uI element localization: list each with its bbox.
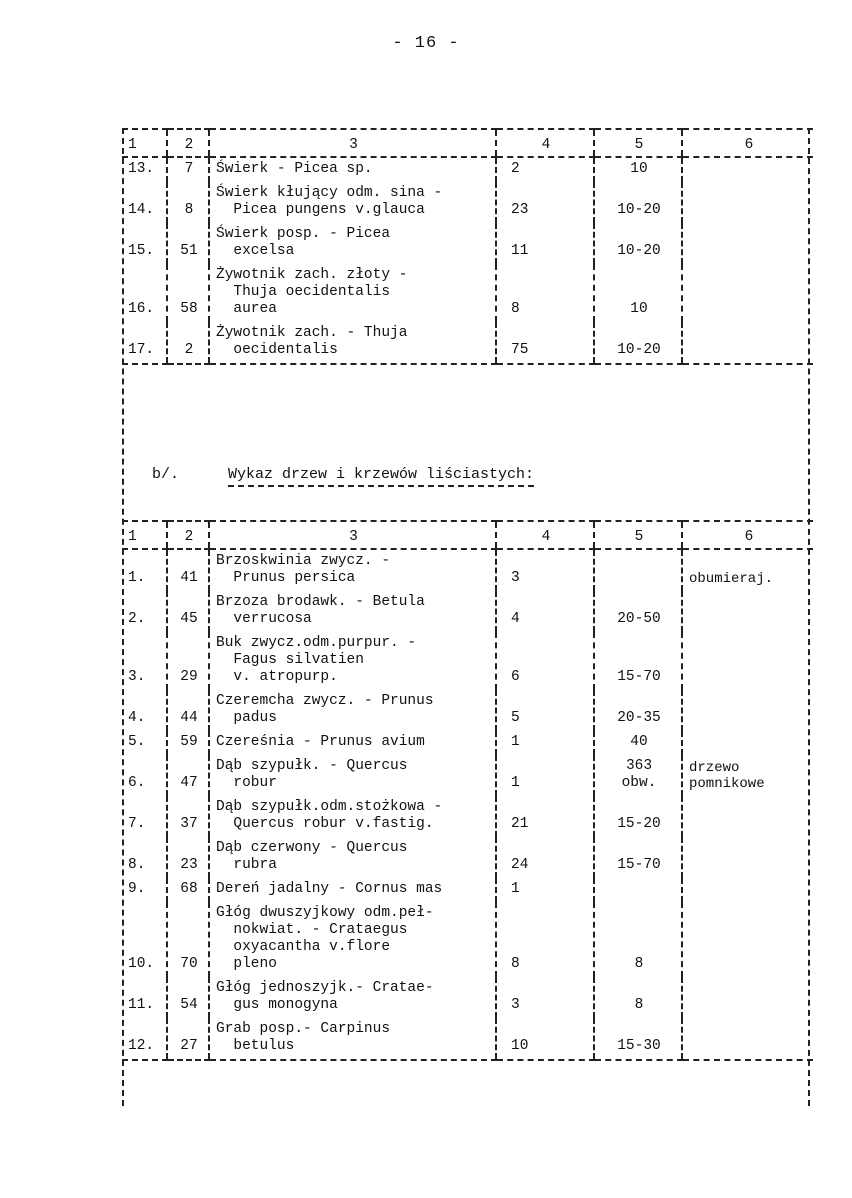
remarks — [682, 878, 813, 902]
tree-count: 8 — [496, 264, 594, 322]
column-header-1: 1 — [122, 129, 167, 157]
row-number: 15. — [128, 243, 155, 259]
column-header-2: 2 — [167, 129, 209, 157]
tree-count: 5 — [496, 690, 594, 731]
species-name: Dąb czerwony - Quercus rubra — [209, 837, 496, 878]
table-row — [122, 796, 813, 837]
section-b-heading — [152, 466, 534, 483]
height-value: 40 — [594, 731, 682, 755]
table-row — [122, 731, 813, 755]
row-number: 5. — [128, 734, 146, 750]
remarks — [682, 1018, 813, 1060]
tree-count: 1 — [496, 878, 594, 902]
table-row — [122, 632, 813, 690]
section-title: Wykaz drzew i krzewów liściastych: — [228, 466, 534, 487]
table-row — [122, 837, 813, 878]
column-header-5: 5 — [594, 129, 682, 157]
row-number: 6. — [128, 775, 146, 791]
plan-number: 54 — [167, 977, 209, 1018]
height-value: 20-35 — [594, 690, 682, 731]
tree-count: 24 — [496, 837, 594, 878]
column-header-1: 1 — [122, 521, 167, 549]
height-value: 10-20 — [594, 322, 682, 364]
deciduous-table-body — [122, 549, 813, 1060]
conifer-table-body — [122, 157, 813, 364]
column-header-2: 2 — [167, 521, 209, 549]
height-value: 15-30 — [594, 1018, 682, 1060]
conifer-table — [122, 128, 813, 365]
table-row — [122, 591, 813, 632]
remarks — [682, 264, 813, 322]
plan-number: 59 — [167, 731, 209, 755]
species-name: Świerk - Picea sp. — [209, 157, 496, 182]
remarks — [682, 837, 813, 878]
tree-count: 21 — [496, 796, 594, 837]
height-value: 8 — [594, 902, 682, 977]
column-header-6: 6 — [682, 129, 813, 157]
remarks — [682, 977, 813, 1018]
column-header-6: 6 — [682, 521, 813, 549]
height-value: 363 obw. — [594, 755, 682, 796]
remarks — [682, 182, 813, 223]
remarks — [682, 632, 813, 690]
plan-number: 51 — [167, 223, 209, 264]
tree-count: 3 — [496, 549, 594, 591]
plan-number: 37 — [167, 796, 209, 837]
table-row — [122, 322, 813, 364]
height-value: 8 — [594, 977, 682, 1018]
table-row — [122, 223, 813, 264]
tree-count: 11 — [496, 223, 594, 264]
species-name: Grab posp.- Carpinus betulus — [209, 1018, 496, 1060]
table-row — [122, 902, 813, 977]
tree-count: 1 — [496, 755, 594, 796]
species-name: Dąb szypułk.odm.stożkowa - Quercus robur v.fastig. — [209, 796, 496, 837]
plan-number: 58 — [167, 264, 209, 322]
row-number: 4. — [128, 710, 146, 726]
header-row — [122, 521, 813, 549]
height-value: 10 — [594, 157, 682, 182]
tree-count: 8 — [496, 902, 594, 977]
header-row — [122, 129, 813, 157]
column-header-3: 3 — [209, 521, 496, 549]
tree-count: 2 — [496, 157, 594, 182]
species-name: Dąb szypułk. - Quercus robur — [209, 755, 496, 796]
height-value — [594, 878, 682, 902]
table-row — [122, 264, 813, 322]
plan-number: 47 — [167, 755, 209, 796]
row-number: 16. — [128, 301, 155, 317]
plan-number: 2 — [167, 322, 209, 364]
table-row — [122, 1018, 813, 1060]
row-number: 14. — [128, 202, 155, 218]
table-row — [122, 690, 813, 731]
table-row — [122, 157, 813, 182]
row-number: 7. — [128, 816, 146, 832]
height-value: 20-50 — [594, 591, 682, 632]
plan-number: 41 — [167, 549, 209, 591]
plan-number: 7 — [167, 157, 209, 182]
plan-number: 29 — [167, 632, 209, 690]
plan-number: 27 — [167, 1018, 209, 1060]
remarks — [682, 157, 813, 182]
remarks — [682, 223, 813, 264]
table-row — [122, 977, 813, 1018]
column-header-4: 4 — [496, 521, 594, 549]
tree-count: 6 — [496, 632, 594, 690]
height-value: 10-20 — [594, 182, 682, 223]
tree-count: 3 — [496, 977, 594, 1018]
tree-count: 23 — [496, 182, 594, 223]
row-number: 1. — [128, 570, 146, 586]
height-value: 15-70 — [594, 837, 682, 878]
row-number: 8. — [128, 857, 146, 873]
tree-count: 4 — [496, 591, 594, 632]
table-row — [122, 182, 813, 223]
remarks — [682, 731, 813, 755]
row-number: 2. — [128, 611, 146, 627]
remarks — [682, 796, 813, 837]
remarks — [682, 591, 813, 632]
height-value: 10 — [594, 264, 682, 322]
tree-count: 1 — [496, 731, 594, 755]
column-header-4: 4 — [496, 129, 594, 157]
height-value — [594, 549, 682, 591]
species-name: Brzoza brodawk. - Betula verrucosa — [209, 591, 496, 632]
remarks — [682, 322, 813, 364]
row-number: 9. — [128, 881, 146, 897]
remarks: obumieraj. — [682, 549, 813, 591]
deciduous-table — [122, 520, 813, 1061]
tree-count: 10 — [496, 1018, 594, 1060]
species-name: Świerk kłujący odm. sina - Picea pungens v.glauca — [209, 182, 496, 223]
height-value: 15-20 — [594, 796, 682, 837]
species-name: Świerk posp. - Picea excelsa — [209, 223, 496, 264]
species-name: Głóg jednoszyjk.- Cratae- gus monogyna — [209, 977, 496, 1018]
row-number: 3. — [128, 669, 146, 685]
species-name: Żywotnik zach. złoty - Thuja oecidentalis aurea — [209, 264, 496, 322]
species-name: Brzoskwinia zwycz. - Prunus persica — [209, 549, 496, 591]
column-header-3: 3 — [209, 129, 496, 157]
section-label: b/. — [152, 466, 180, 483]
height-value: 15-70 — [594, 632, 682, 690]
row-number: 13. — [128, 161, 155, 177]
plan-number: 23 — [167, 837, 209, 878]
species-name: Czeremcha zwycz. - Prunus padus — [209, 690, 496, 731]
plan-number: 44 — [167, 690, 209, 731]
column-header-5: 5 — [594, 521, 682, 549]
remarks — [682, 902, 813, 977]
species-name: Głóg dwuszyjkowy odm.peł- nokwiat. - Crataegus oxyacantha v.flore pleno — [209, 902, 496, 977]
plan-number: 68 — [167, 878, 209, 902]
species-name: Dereń jadalny - Cornus mas — [209, 878, 496, 902]
plan-number: 70 — [167, 902, 209, 977]
height-value: 10-20 — [594, 223, 682, 264]
row-number: 10. — [128, 956, 155, 972]
species-name: Buk zwycz.odm.purpur. - Fagus silvatien v. atropurp. — [209, 632, 496, 690]
remarks: drzewo pomnikowe — [682, 755, 813, 796]
plan-number: 45 — [167, 591, 209, 632]
remarks — [682, 690, 813, 731]
plan-number: 8 — [167, 182, 209, 223]
row-number: 11. — [128, 997, 155, 1013]
table-row — [122, 878, 813, 902]
table-row — [122, 549, 813, 591]
row-number: 17. — [122, 322, 167, 364]
page-number: - 16 - — [392, 34, 460, 53]
row-number: 12. — [122, 1018, 167, 1060]
species-name: Czereśnia - Prunus avium — [209, 731, 496, 755]
species-name: Żywotnik zach. - Thuja oecidentalis — [209, 322, 496, 364]
tree-count: 75 — [496, 322, 594, 364]
table-row — [122, 755, 813, 796]
